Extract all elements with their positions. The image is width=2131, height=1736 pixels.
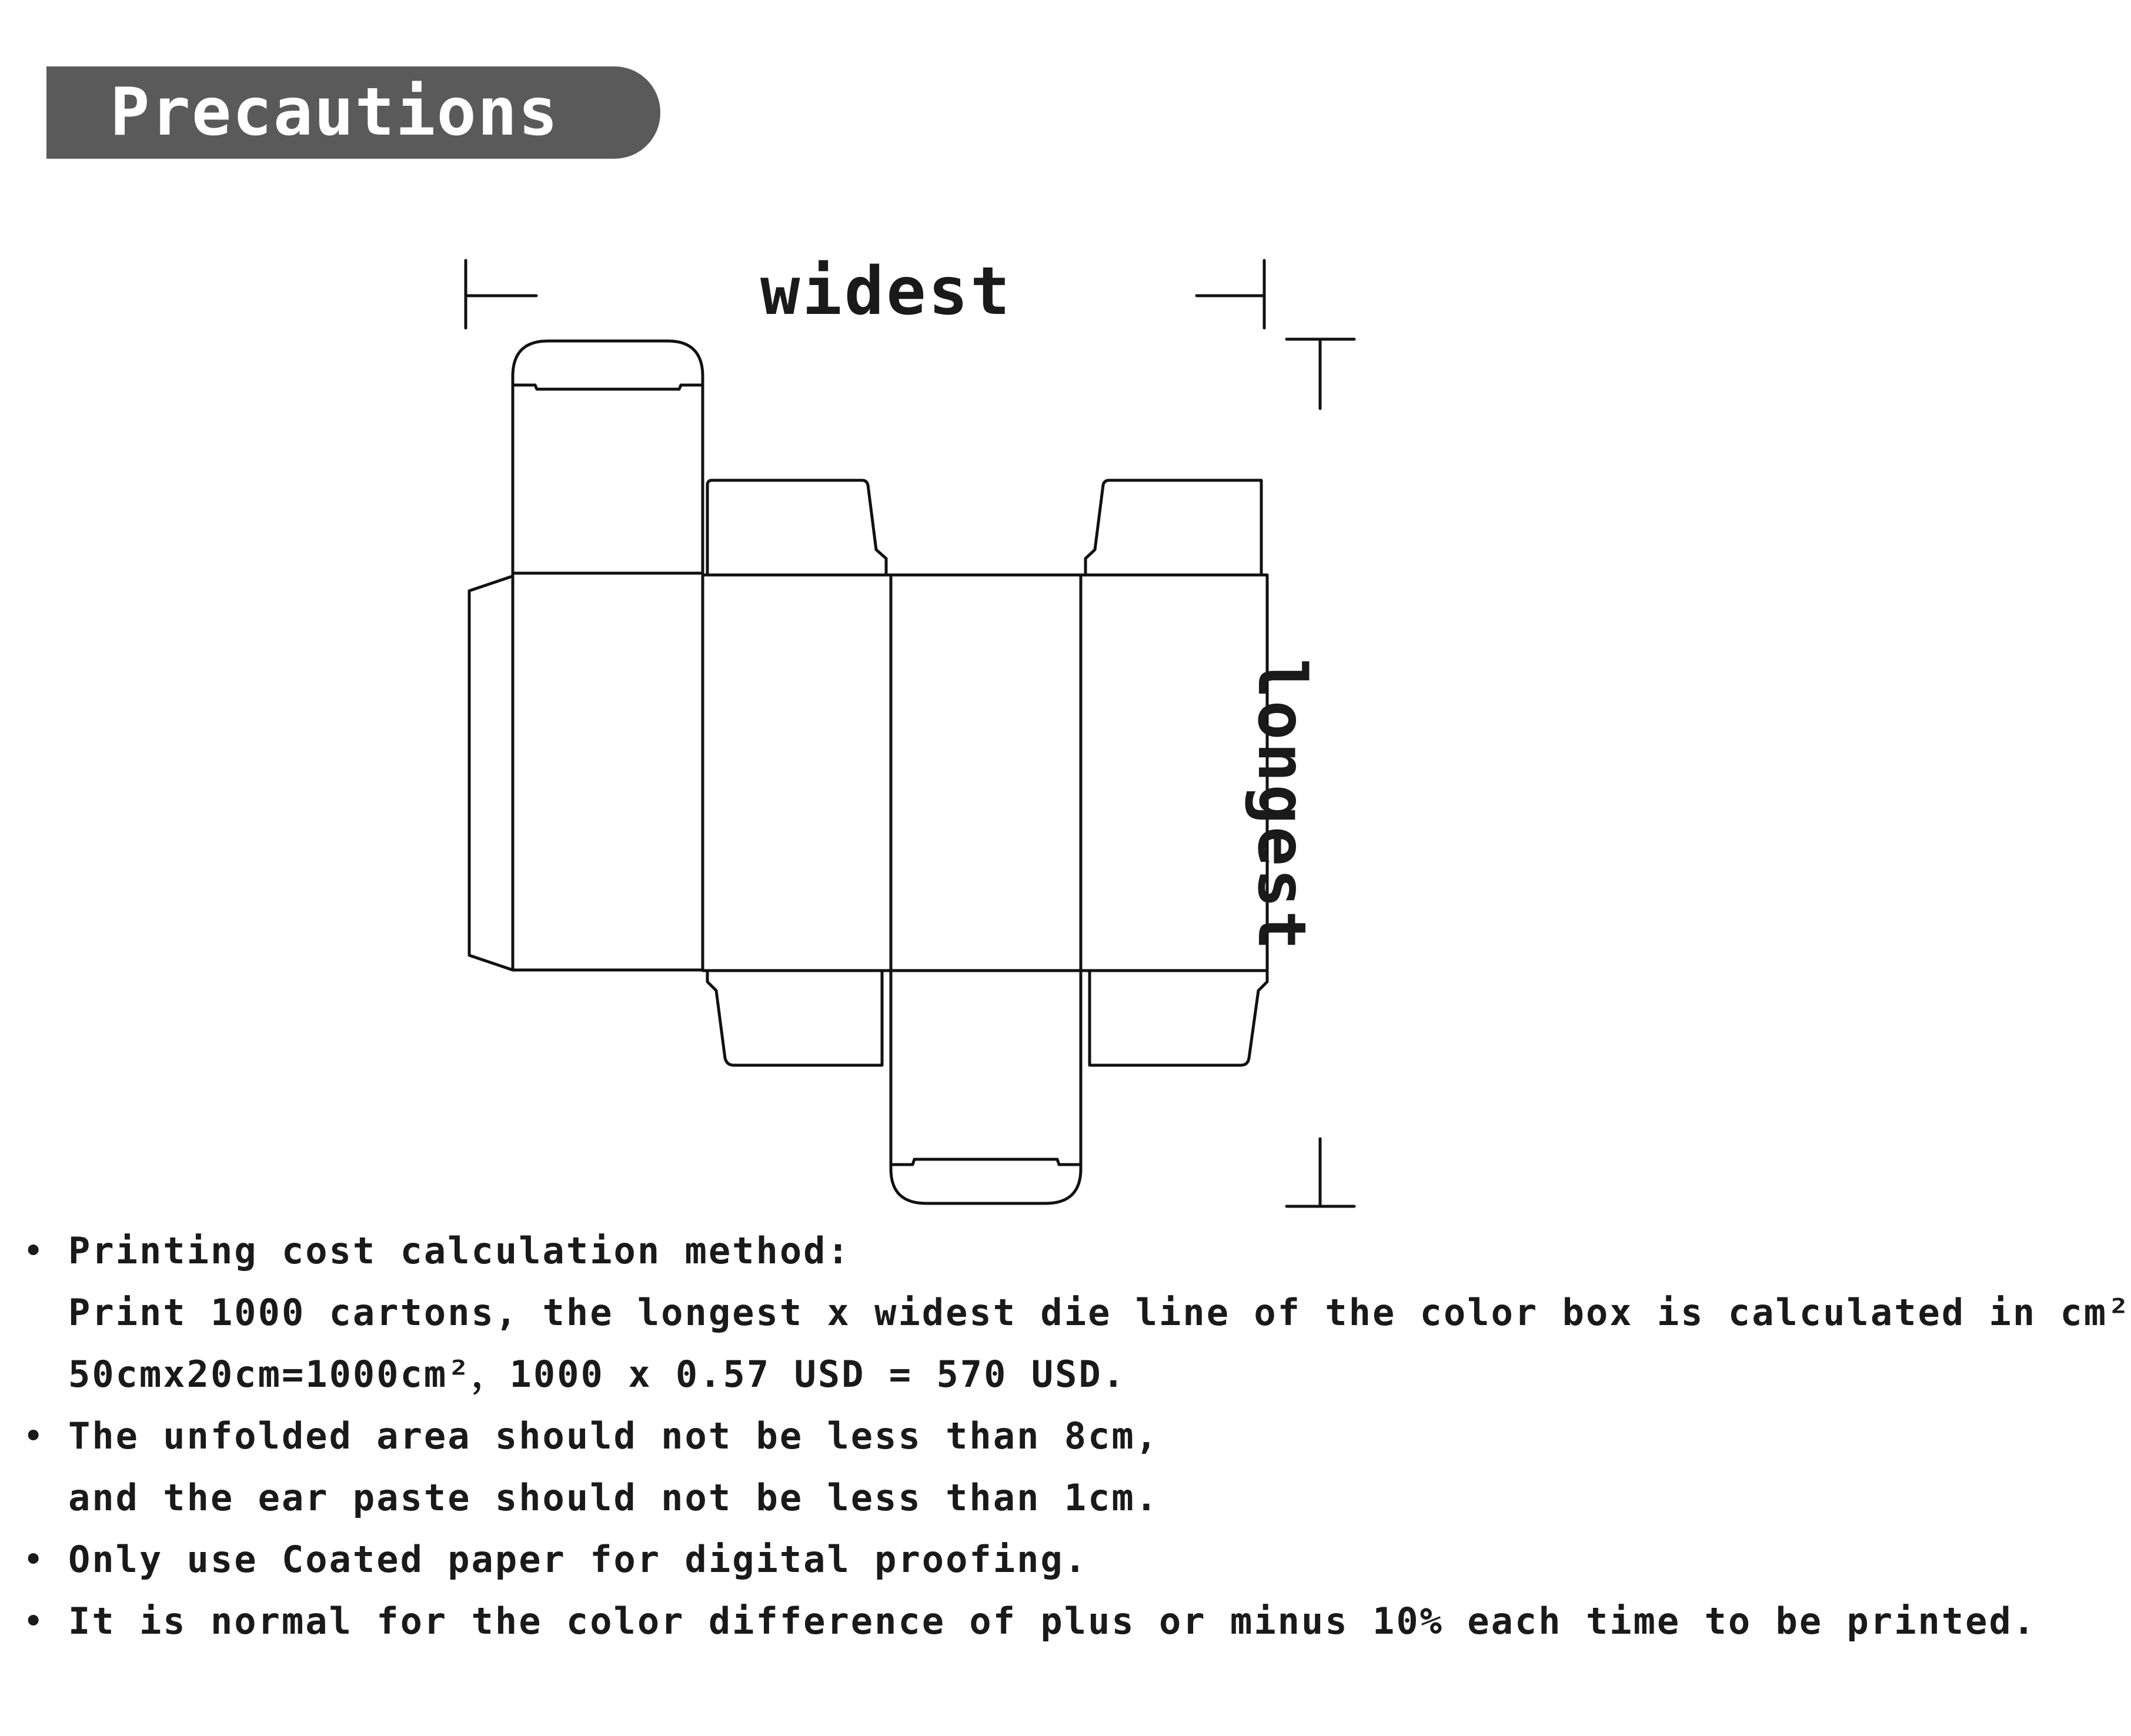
top-dust-flap-right — [1085, 480, 1261, 575]
panel-2 — [703, 575, 891, 971]
top-dust-flap-left — [707, 480, 886, 575]
bullet-icon: • — [22, 1229, 46, 1272]
panel-3 — [891, 575, 1081, 971]
note-line: Printing cost calculation method: — [68, 1229, 851, 1272]
bottom-tuck-lock-line — [891, 1159, 1081, 1165]
note-line: Print 1000 cartons, the longest x widest die line of the color box is calculated in cm² — [68, 1291, 2131, 1334]
panel-1 — [513, 573, 703, 970]
bottom-dust-flap-right — [1090, 971, 1267, 1065]
note-coated-paper — [18, 1528, 1723, 1590]
length-label: longest — [1243, 658, 1320, 953]
note-line: Only use Coated paper for digital proofing. — [68, 1538, 1088, 1581]
top-tuck-lock-line — [513, 385, 703, 389]
note-unfolded-area — [18, 1405, 1723, 1528]
note-line: The unfolded area should not be less than 8cm, — [68, 1414, 1160, 1457]
glue-flap — [469, 576, 513, 970]
note-line: and the ear paste should not be less than 1cm. — [68, 1476, 1160, 1519]
bottom-tuck-flap — [891, 971, 1081, 1203]
bullet-icon: • — [22, 1414, 46, 1457]
page-title: Precautions — [110, 74, 559, 150]
width-label: widest — [760, 253, 1013, 330]
bottom-dust-flap-left — [707, 971, 882, 1065]
precautions-list — [18, 1220, 2131, 1652]
bullet-icon: • — [22, 1600, 46, 1643]
panel-4 — [1081, 575, 1267, 971]
note-printing-cost — [18, 1220, 2131, 1405]
bullet-icon: • — [22, 1538, 46, 1581]
note-line: It is normal for the color difference of plus or minus 10% each time to be printed. — [68, 1600, 2037, 1643]
note-color-difference — [18, 1590, 2037, 1652]
note-line: 50cmx20cm=1000cm²，1000 x 0.57 USD = 570 USD. — [68, 1353, 1127, 1396]
top-tuck-flap — [513, 341, 703, 573]
